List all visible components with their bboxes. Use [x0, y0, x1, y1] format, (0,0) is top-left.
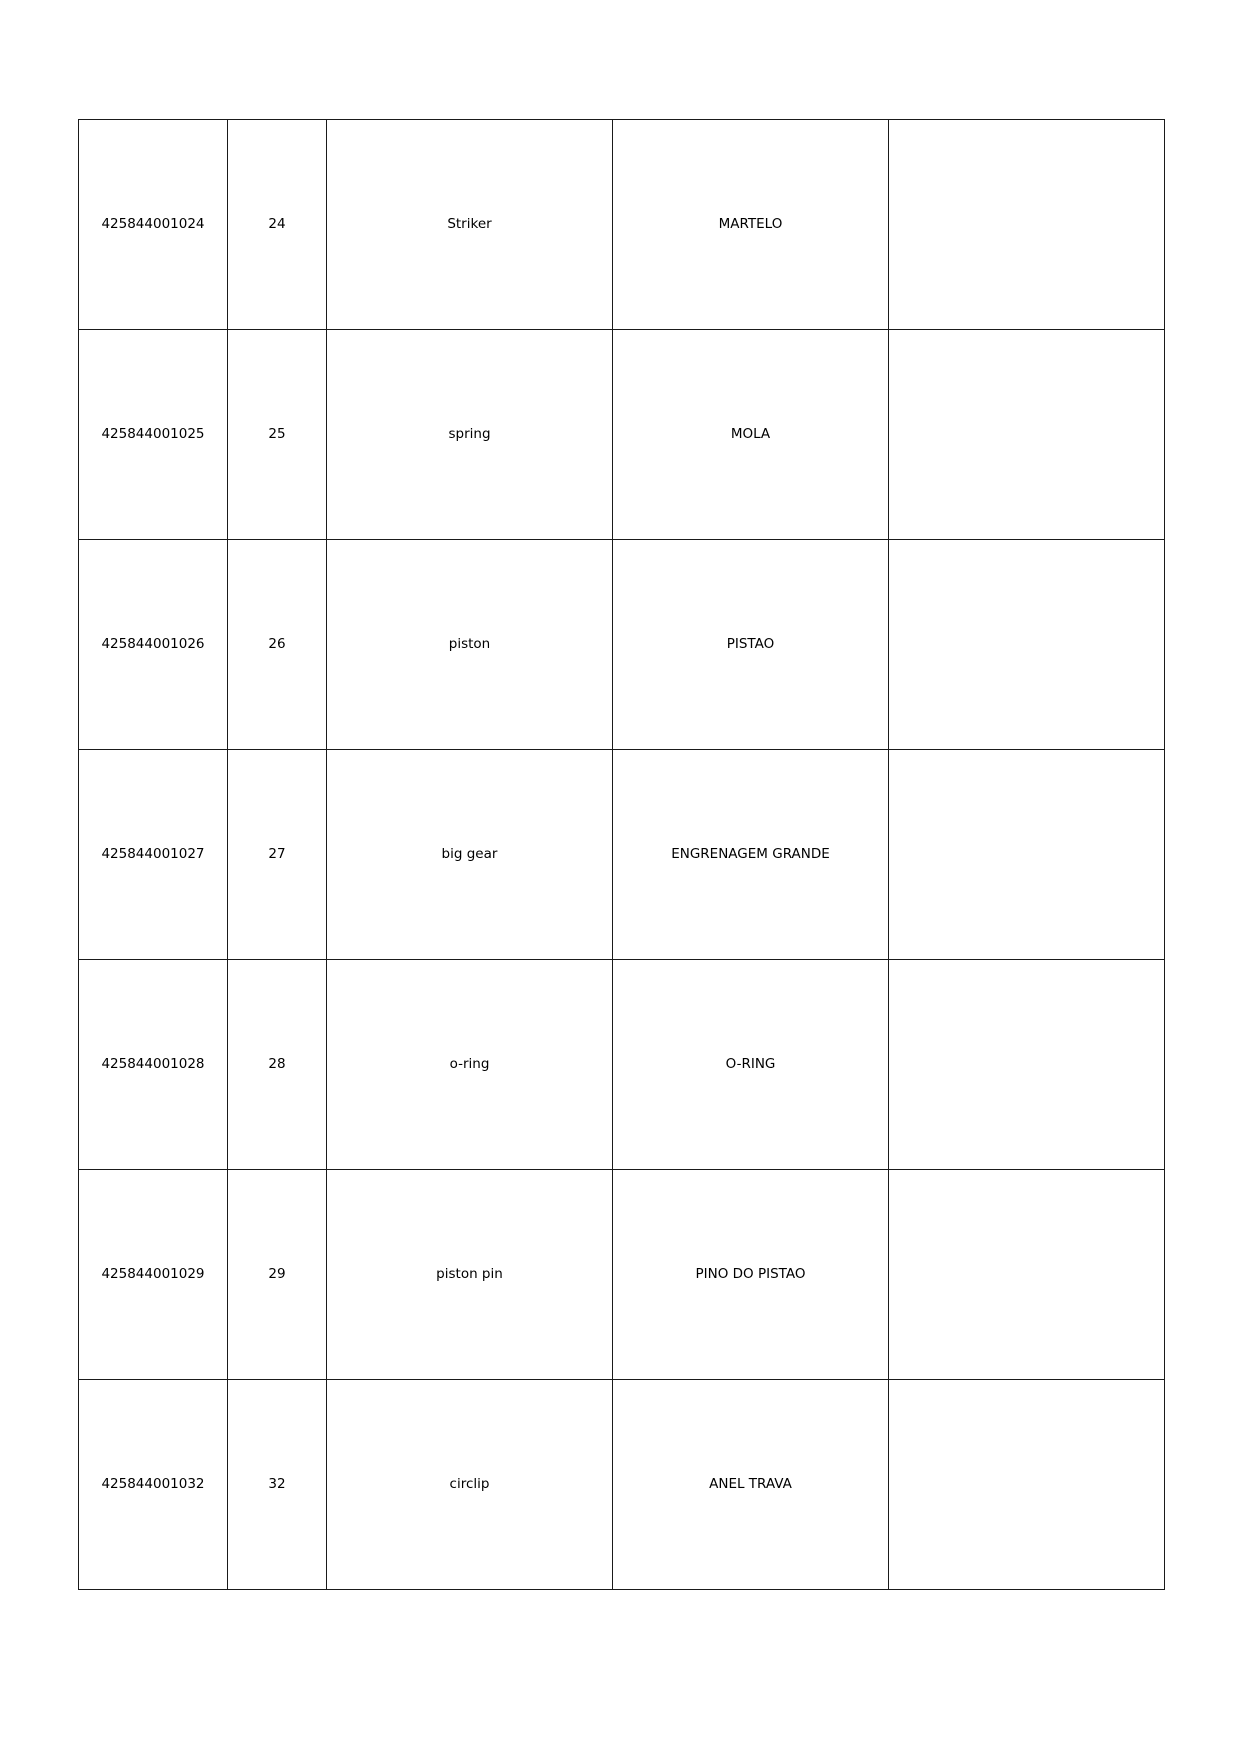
portuguese-name-cell: ANEL TRAVA [613, 1380, 889, 1590]
notes-cell [889, 330, 1165, 540]
notes-cell [889, 750, 1165, 960]
part-code-cell: 425844001032 [79, 1380, 228, 1590]
table-row [79, 540, 1165, 750]
table-row [79, 1380, 1165, 1590]
table-row [79, 750, 1165, 960]
english-name-cell: o-ring [327, 960, 613, 1170]
notes-cell [889, 1170, 1165, 1380]
position-cell: 24 [228, 120, 327, 330]
part-code-cell: 425844001025 [79, 330, 228, 540]
portuguese-name-cell: ENGRENAGEM GRANDE [613, 750, 889, 960]
english-name-cell: spring [327, 330, 613, 540]
part-code-cell: 425844001027 [79, 750, 228, 960]
position-cell: 28 [228, 960, 327, 1170]
parts-table [78, 119, 1165, 1590]
portuguese-name-cell: PINO DO PISTAO [613, 1170, 889, 1380]
english-name-cell: piston pin [327, 1170, 613, 1380]
table-row [79, 960, 1165, 1170]
part-code-cell: 425844001024 [79, 120, 228, 330]
notes-cell [889, 960, 1165, 1170]
table-row [79, 120, 1165, 330]
table-row [79, 1170, 1165, 1380]
portuguese-name-cell: O-RING [613, 960, 889, 1170]
notes-cell [889, 120, 1165, 330]
english-name-cell: circlip [327, 1380, 613, 1590]
portuguese-name-cell: PISTAO [613, 540, 889, 750]
notes-cell [889, 1380, 1165, 1590]
position-cell: 27 [228, 750, 327, 960]
position-cell: 25 [228, 330, 327, 540]
notes-cell [889, 540, 1165, 750]
portuguese-name-cell: MARTELO [613, 120, 889, 330]
part-code-cell: 425844001026 [79, 540, 228, 750]
portuguese-name-cell: MOLA [613, 330, 889, 540]
position-cell: 26 [228, 540, 327, 750]
english-name-cell: Striker [327, 120, 613, 330]
english-name-cell: piston [327, 540, 613, 750]
position-cell: 32 [228, 1380, 327, 1590]
position-cell: 29 [228, 1170, 327, 1380]
part-code-cell: 425844001029 [79, 1170, 228, 1380]
part-code-cell: 425844001028 [79, 960, 228, 1170]
english-name-cell: big gear [327, 750, 613, 960]
table-row [79, 330, 1165, 540]
